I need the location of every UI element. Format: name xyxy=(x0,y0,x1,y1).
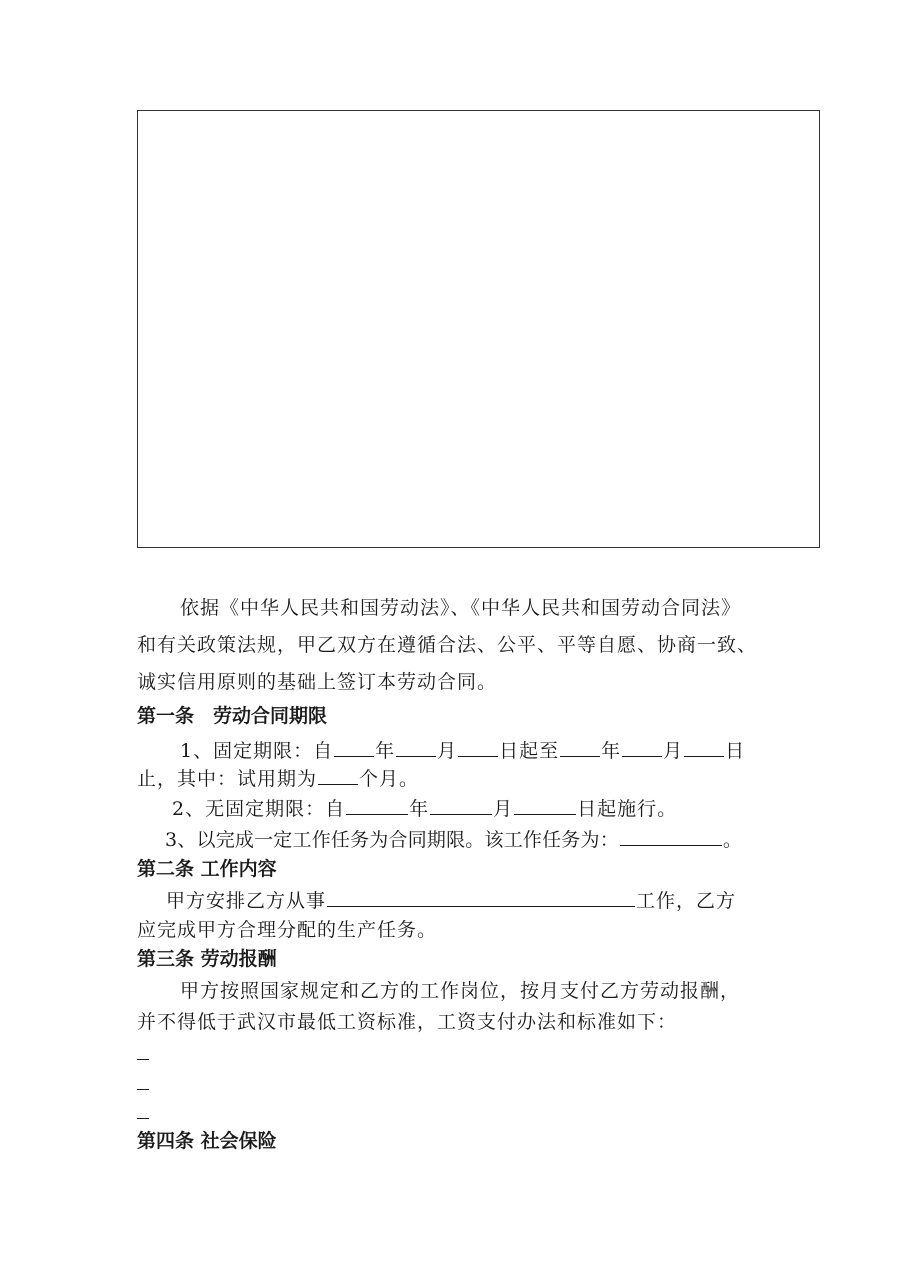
probation-lead: 止，其中：试用期为 xyxy=(137,768,318,790)
preamble-line-3: 诚实信用原则的基础上签订本劳动合同。 xyxy=(137,671,498,693)
blank-frame-box xyxy=(137,110,820,548)
start-day-blank[interactable] xyxy=(458,738,498,757)
item-2-lead: 2、无固定期限：自 xyxy=(172,798,346,820)
year-label: 年 xyxy=(375,740,396,762)
start-month-blank[interactable] xyxy=(396,738,436,757)
end-day-blank[interactable] xyxy=(684,738,724,757)
month-label: 月 xyxy=(437,740,458,762)
salary-blank-line-2[interactable] xyxy=(137,1089,149,1090)
salary-blank-line-3[interactable] xyxy=(137,1118,149,1119)
article-2-line-1 xyxy=(166,888,736,914)
work-tail: 工作，乙方 xyxy=(636,890,737,912)
preamble-line-1: 依据《中华人民共和国劳动法》、《中华人民共和国劳动合同法》 xyxy=(180,597,742,619)
start-year-blank[interactable] xyxy=(334,738,374,757)
article-3-title: 第三条 劳动报酬 xyxy=(137,948,277,970)
preamble-line-2: 和有关政策法规，甲乙双方在遵循合法、公平、平等自愿、协商一致、 xyxy=(137,634,758,656)
period-mark: 。 xyxy=(722,829,743,851)
article-3-line-1: 甲方按照国家规定和乙方的工作岗位，按月支付乙方劳动报酬， xyxy=(180,980,741,1002)
open-day-blank[interactable] xyxy=(514,796,576,815)
article-2-line-2: 应完成甲方合理分配的生产任务。 xyxy=(137,919,438,941)
item-3-lead: 3、以完成一定工作任务为合同期限。该工作任务为： xyxy=(165,829,619,851)
article-4-title: 第四条 社会保险 xyxy=(137,1130,277,1152)
month-label: 月 xyxy=(493,798,514,820)
article-2-title: 第二条 工作内容 xyxy=(137,858,277,880)
day-from-to-label: 日起至 xyxy=(499,740,560,762)
day-start-label: 日起施行。 xyxy=(577,798,678,820)
end-month-blank[interactable] xyxy=(622,738,662,757)
article-1-item-3 xyxy=(165,827,742,853)
probation-months-blank[interactable] xyxy=(318,766,358,785)
article-1-item-1-line-2 xyxy=(137,766,419,792)
work-content-blank[interactable] xyxy=(327,888,635,907)
work-lead: 甲方安排乙方从事 xyxy=(166,890,327,912)
months-unit: 个月。 xyxy=(359,768,420,790)
year-label: 年 xyxy=(409,798,430,820)
open-month-blank[interactable] xyxy=(430,796,492,815)
end-year-blank[interactable] xyxy=(560,738,600,757)
year-label: 年 xyxy=(601,740,622,762)
article-3-line-2: 并不得低于武汉市最低工资标准，工资支付办法和标准如下： xyxy=(137,1011,678,1033)
salary-blank-line-1[interactable] xyxy=(137,1059,149,1060)
article-1-item-1 xyxy=(180,738,745,764)
article-1-title: 第一条 劳动合同期限 xyxy=(137,705,328,727)
task-blank[interactable] xyxy=(620,827,722,846)
article-1-item-2 xyxy=(172,796,677,822)
month-label: 月 xyxy=(663,740,684,762)
open-year-blank[interactable] xyxy=(346,796,408,815)
item-1-lead: 1、固定期限：自 xyxy=(180,740,334,762)
day-end-label: 日 xyxy=(725,740,746,762)
